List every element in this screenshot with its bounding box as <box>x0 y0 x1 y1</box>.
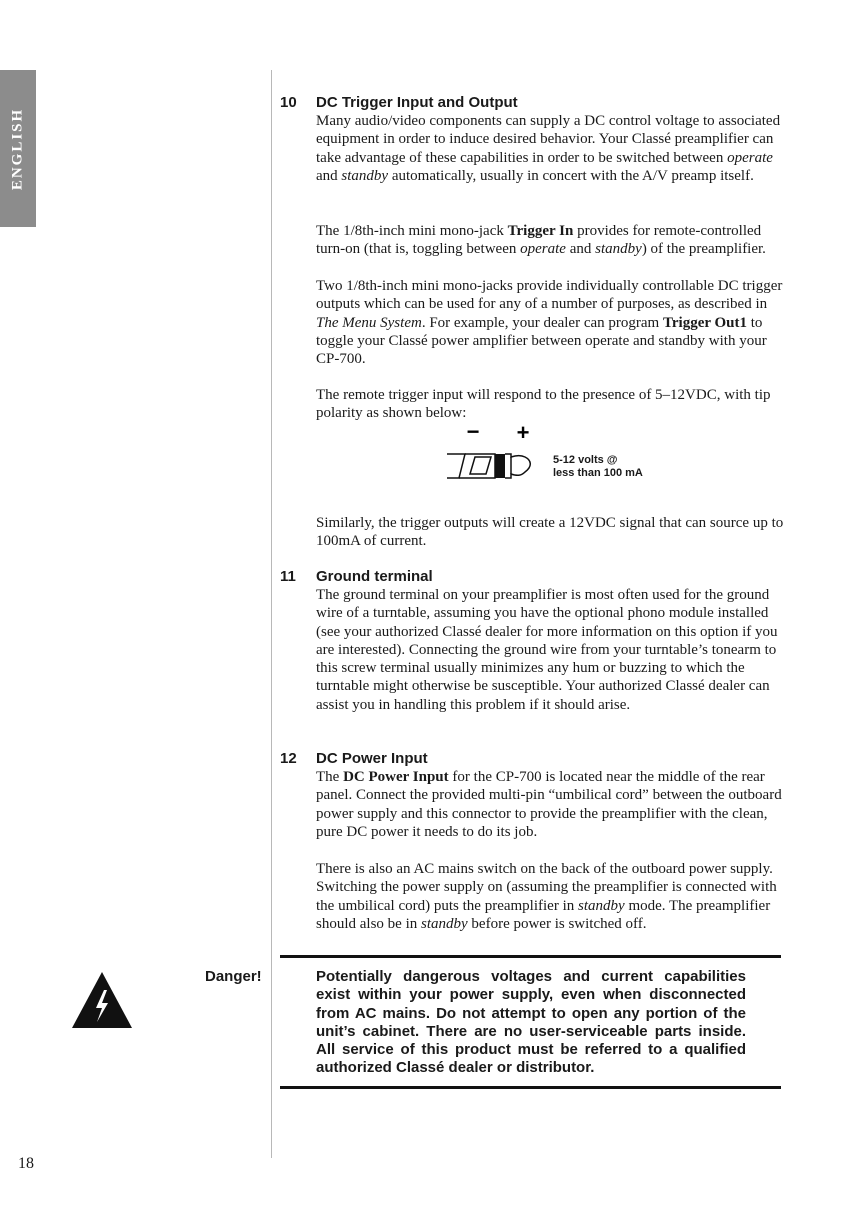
paragraph: Two 1/8th-inch mini mono-jacks provide individually controllable DC trigger outputs which can be used for any of a number of purposes, as described in The Menu System. For example, your dealer can program Trigger Out1 to toggle your Classé power amplifier between operate and standby with your CP-700. <box>316 278 783 368</box>
section-number: 11 <box>280 568 296 585</box>
section-title: DC Trigger Input and Output <box>316 94 518 111</box>
high-voltage-warning-icon <box>70 970 134 1030</box>
language-tab <box>0 70 36 227</box>
danger-text: Potentially dangerous voltages and current capabilities exist within your power supply, even when disconnected from AC mains. Do not attempt to open any portion of the unit’s cabinet. There are no user-serviceable parts inside. All service of this product must be referred to a qualified authorized Classé dealer or distributor. <box>316 968 746 1077</box>
paragraph: The ground terminal on your preamplifier is most often used for the ground wire of a turntable, assuming you have the optional phono module installed (see your authorized Classé dealer for more information on this option if you are interested). Connecting the ground wire from your turntable’s tonearm to this screw terminal usually minimizes any hum or buzzing to which the turntable might otherwise be susceptible. Your authorized Classé dealer can assist you in handling this problem if it should arise. <box>316 587 778 713</box>
section-title: DC Power Input <box>316 750 428 767</box>
paragraph: Similarly, the trigger outputs will create a 12VDC signal that can source up to 100mA of current. <box>316 515 784 550</box>
paragraph: There is also an AC mains switch on the back of the outboard power supply. Switching the power supply on (assuming the preamplifier is connected with the umbilical cord) puts the preamplifier in standby mode. The preamplifier should also be in standby before power is switched off. <box>316 861 777 932</box>
plug-insulator-band <box>495 454 505 478</box>
language-tab-label: ENGLISH <box>9 107 26 190</box>
section-title: Ground terminal <box>316 568 433 585</box>
plug-outline <box>447 454 530 478</box>
voltage-note: 5-12 volts @ less than 100 mA <box>553 454 643 479</box>
plus-sign: + <box>516 422 530 445</box>
minus-sign: − <box>466 422 480 444</box>
section-number: 10 <box>280 94 297 111</box>
paragraph: The remote trigger input will respond to the presence of 5–12VDC, with tip polarity as shown below: <box>316 387 771 422</box>
danger-top-rule <box>280 955 781 958</box>
section-number: 12 <box>280 750 297 767</box>
paragraph: Many audio/video components can supply a DC control voltage to associated equipment in order to induce desired behavior. Your Classé preamplifier can take advantage of these capabilities in order to be switched between operate and standby automatically, usually in concert with the A/V preamp itself. <box>316 113 781 184</box>
paragraph: The DC Power Input for the CP-700 is located near the middle of the rear panel. Connect the provided multi-pin “umbilical cord” between the outboard power supply and this connector to provide the preamplifier with the clean, pure DC power it needs to do its job. <box>316 769 782 840</box>
danger-bottom-rule <box>280 1086 781 1089</box>
danger-label: Danger! <box>205 968 262 985</box>
column-divider <box>271 70 272 1158</box>
page-number: 18 <box>18 1155 34 1172</box>
paragraph: The 1/8th-inch mini mono-jack Trigger In provides for remote-controlled turn-on (that is, toggling between operate and standby) of the preamplifier. <box>316 223 766 258</box>
